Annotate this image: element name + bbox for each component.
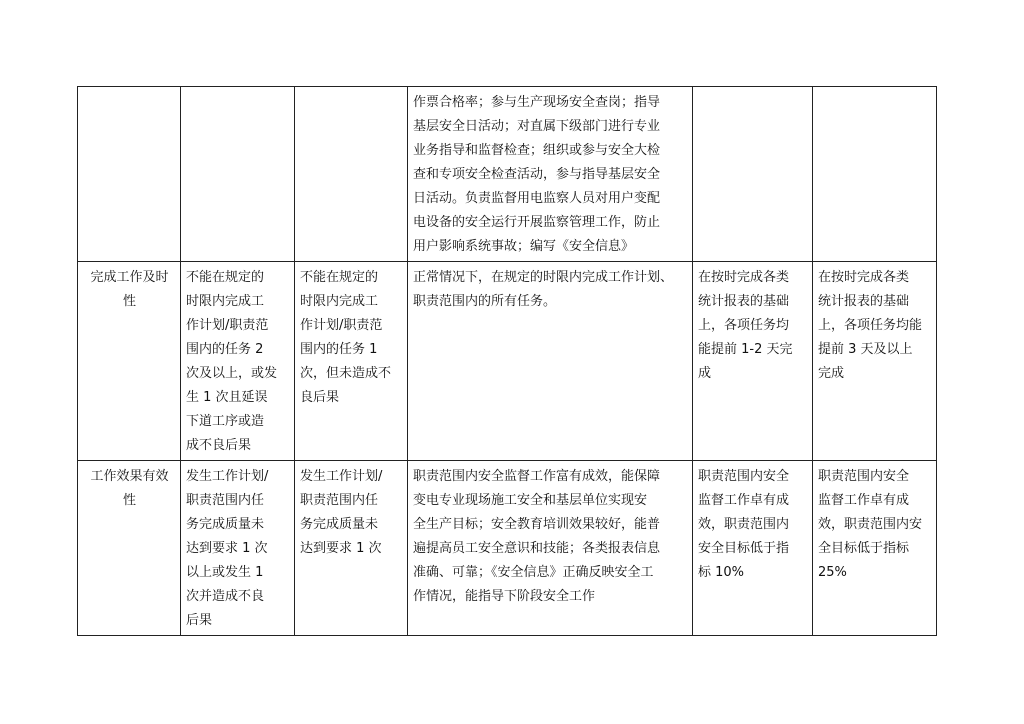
level-cell: 不能在规定的 时限内完成工 作计划/职责范 围内的任务 1 次，但未造成不 良后果 [295,262,408,461]
level-cell: 职责范围内安全 监督工作卓有成 效，职责范围内安 全目标低于指标 25% [813,461,937,636]
criterion-label [78,87,181,262]
level-cell: 职责范围内安全监督工作富有成效，能保障 变电专业现场施工安全和基层单位实现安 全生产目标；安全教育培训效果较好，能普 遍提高员工安全意识和技能；各类报表信息 准确、可靠；《安全信息》正确反映安全工 作情况，能指导下阶段安全工作 [408,461,693,636]
level-cell [295,87,408,262]
level-cell: 在按时完成各类 统计报表的基础 上，各项任务均 能提前 1-2 天完 成 [693,262,813,461]
level-cell: 正常情况下，在规定的时限内完成工作计划、 职责范围内的所有任务。 [408,262,693,461]
table-row [78,262,937,461]
level-cell: 在按时完成各类 统计报表的基础 上，各项任务均能 提前 3 天及以上 完成 [813,262,937,461]
level-cell: 不能在规定的 时限内完成工 作计划/职责范 围内的任务 2 次及以上，或发 生 1 次且延误 下道工序或造 成不良后果 [181,262,295,461]
level-cell: 发生工作计划/ 职责范围内任 务完成质量未 达到要求 1 次 [295,461,408,636]
table-row [78,87,937,262]
level-cell: 发生工作计划/ 职责范围内任 务完成质量未 达到要求 1 次 以上或发生 1 次并造成不良 后果 [181,461,295,636]
level-cell: 职责范围内安全 监督工作卓有成 效，职责范围内 安全目标低于指 标 10% [693,461,813,636]
level-cell [813,87,937,262]
criterion-label: 完成工作及时 性 [78,262,181,461]
level-cell [693,87,813,262]
assessment-table [77,86,937,636]
criterion-label: 工作效果有效 性 [78,461,181,636]
level-cell: 作票合格率；参与生产现场安全查岗；指导 基层安全日活动；对直属下级部门进行专业 业务指导和监督检查；组织或参与安全大检 查和专项安全检查活动，参与指导基层安全 日活动。负责监督用电监察人员对用户变配 电设备的安全运行开展监察管理工作，防止 用户影响系统事故；编写《安全信息》 [408,87,693,262]
table-row [78,461,937,636]
level-cell [181,87,295,262]
